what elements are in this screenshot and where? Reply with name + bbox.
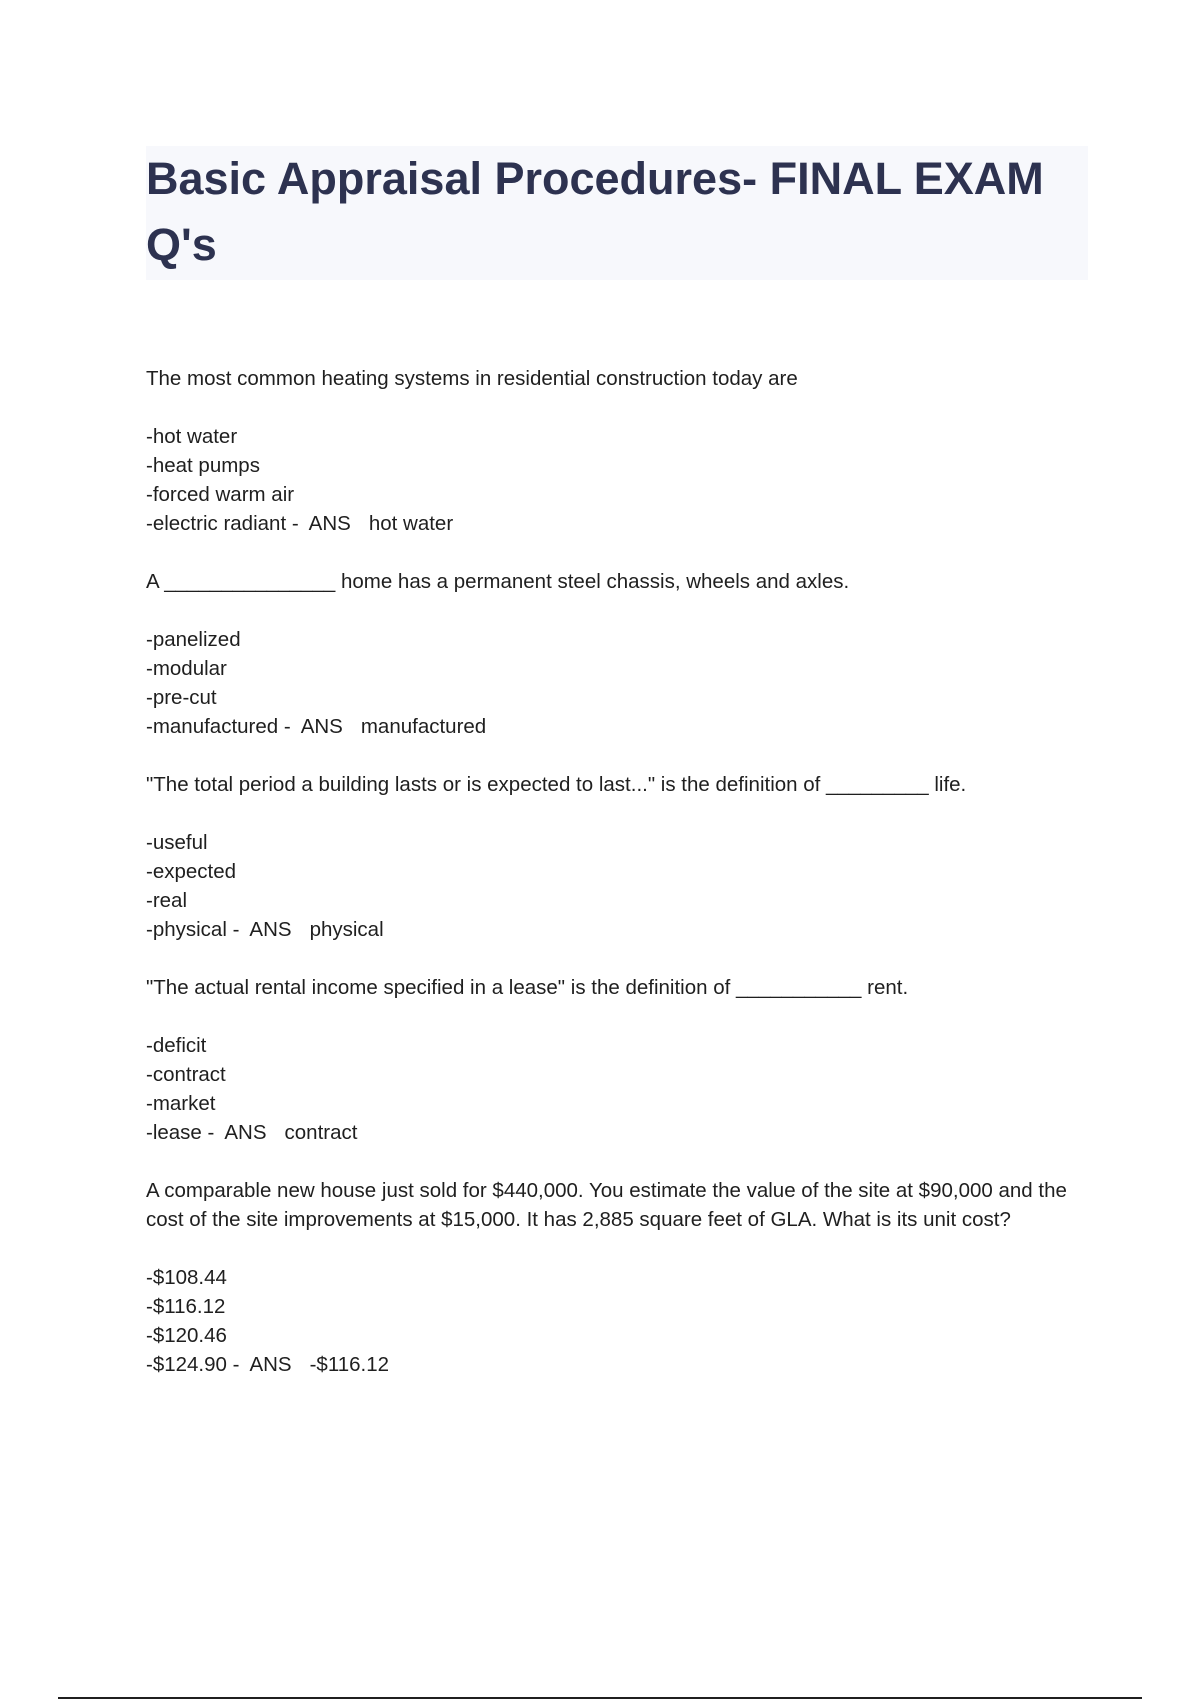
answer-option: -panelized xyxy=(146,628,241,651)
page-divider xyxy=(58,1697,1142,1699)
answer-option: -deficit xyxy=(146,1034,207,1057)
answer-option: -forced warm air xyxy=(146,483,295,506)
answer-option-last xyxy=(146,1118,1086,1147)
answer-option: -expected xyxy=(146,860,237,883)
answer-option: -$116.12 xyxy=(146,1295,226,1318)
answer-option: -$108.44 xyxy=(146,1266,227,1289)
option-text: -manufactured - xyxy=(146,715,291,738)
question-block xyxy=(146,973,1086,1147)
answer-option: -market xyxy=(146,1092,216,1115)
answer-option-last xyxy=(146,712,1086,741)
answer-label: ANS xyxy=(300,715,343,738)
answer-option: -real xyxy=(146,889,188,912)
question-text: The most common heating systems in residential construction today are xyxy=(146,367,798,390)
document-title: Basic Appraisal Procedures- FINAL EXAM Q's xyxy=(146,153,1044,270)
option-text: -electric radiant - xyxy=(146,512,299,535)
correct-answer: contract xyxy=(284,1121,358,1144)
answer-option: -modular xyxy=(146,657,227,680)
question-block xyxy=(146,770,1086,944)
answer-option: -hot water xyxy=(146,425,238,448)
question-text: A _______________ home has a permanent steel chassis, wheels and axles. xyxy=(146,570,850,593)
option-text: -lease - xyxy=(146,1121,215,1144)
answer-label: ANS xyxy=(249,1353,292,1376)
question-block xyxy=(146,567,1086,741)
answer-option: -$120.46 xyxy=(146,1324,227,1347)
question-text: "The total period a building lasts or is expected to last..." is the definition of _________ life. xyxy=(146,773,967,796)
question-block xyxy=(146,364,1086,538)
correct-answer: physical xyxy=(309,918,384,941)
correct-answer: hot water xyxy=(368,512,454,535)
correct-answer: manufactured xyxy=(360,715,487,738)
question-block xyxy=(146,1176,1086,1379)
answer-option: -contract xyxy=(146,1063,226,1086)
answer-option-last xyxy=(146,1350,1086,1379)
answer-option: -heat pumps xyxy=(146,454,260,477)
answer-label: ANS xyxy=(224,1121,267,1144)
answer-option-last xyxy=(146,915,1086,944)
answer-label: ANS xyxy=(308,512,351,535)
question-text: A comparable new house just sold for $440,000. You estimate the value of the site at $90,000 and the cost of the site improvements at $15,000. It has 2,885 square feet of GLA. What is its unit cost? xyxy=(146,1179,1073,1231)
question-list xyxy=(146,364,1086,1408)
answer-option-last xyxy=(146,509,1086,538)
answer-option: -useful xyxy=(146,831,208,854)
answer-label: ANS xyxy=(249,918,292,941)
question-text: "The actual rental income specified in a lease" is the definition of ___________ rent. xyxy=(146,976,909,999)
option-text: -$124.90 - xyxy=(146,1353,240,1376)
title-banner xyxy=(146,146,1088,280)
correct-answer: -$116.12 xyxy=(309,1353,390,1376)
option-text: -physical - xyxy=(146,918,240,941)
answer-option: -pre-cut xyxy=(146,686,217,709)
